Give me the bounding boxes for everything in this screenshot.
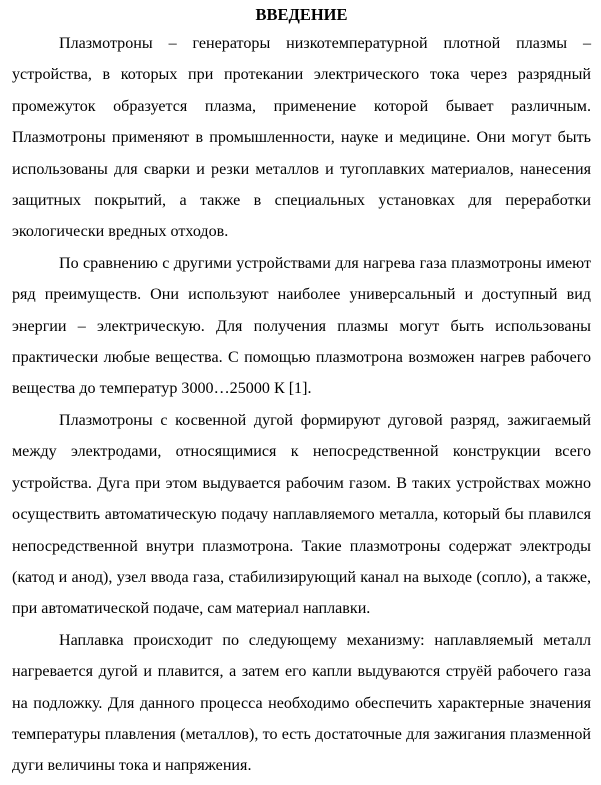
document-page <box>12 0 591 782</box>
paragraph-indirect-arc: Плазмотроны с косвенной дугой формируют дуговой разряд, зажигаемый между электродами, относящимися к непосредственной конструкции всего устройства. Дуга при этом выдувается рабочим газом. В таких устройствах можно осуществить автоматическую подачу наплавляемого металла, который бы плавился непосредственной внутри плазмотрона. Такие плазмотроны содержат электроды (катод и анод), узел ввода газа, стабилизирующий канал на выходе (сопло), а также, при автоматической подаче, сам материал наплавки. <box>12 411 591 618</box>
paragraph-intro: Плазмотроны – генераторы низкотемпературной плотной плазмы – устройства, в которых при протекании электрического тока через разрядный промежуток образуется плазма, применение которой бывает различным. Плазмотроны применяют в промышленности, науке и медицине. Они могут быть использованы для сварки и резки металлов и тугоплавких материалов, нанесения защитных покрытий, а также в специальных установках для переработки экологически вредных отходов. <box>12 35 591 241</box>
paragraph-cladding: Наплавка происходит по следующему механизму: наплавляемый металл нагревается дугой и плавится, а затем его капли выдуваются струёй рабочего газа на подложку. Для данного процесса необходимо обеспечить характерные значения температуры плавления (металлов), то есть достаточные для зажигания плазменной дуги величины тока и напряжения. <box>12 631 591 775</box>
document-title: ВВЕДЕНИЕ <box>255 5 348 24</box>
paragraph-advantages: По сравнению с другими устройствами для нагрева газа плазмотроны имеют ряд преимуществ. Они используют наиболее универсальный и доступный вид энергии – электрическую. Для получения плазмы могут быть использованы практически любые вещества. С помощью плазмотрона возможен нагрев рабочего вещества до температур 3000…25000 К [1]. <box>12 254 591 398</box>
